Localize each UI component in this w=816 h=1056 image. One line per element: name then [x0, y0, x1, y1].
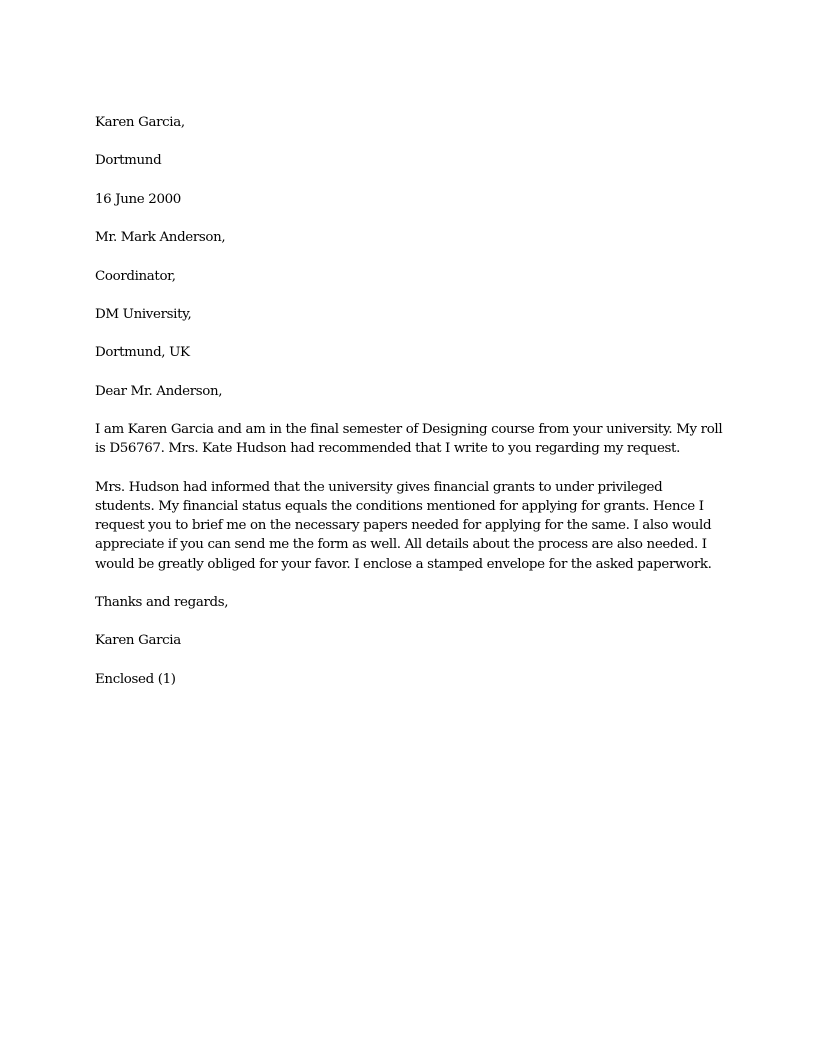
salutation: Dear Mr. Anderson,: [95, 383, 223, 399]
recipient-location: Dortmund, UK: [95, 345, 190, 361]
letter-date: 16 June 2000: [95, 191, 181, 207]
enclosure-note: Enclosed (1): [95, 671, 176, 687]
recipient-title: Coordinator,: [95, 268, 176, 284]
signature-name: Karen Garcia: [95, 633, 181, 649]
sender-city: Dortmund: [95, 153, 162, 169]
recipient-name: Mr. Mark Anderson,: [95, 230, 226, 246]
letter-body: [95, 113, 725, 708]
body-paragraph-2: Mrs. Hudson had informed that the university gives financial grants to under privileged students. My financial status equals the conditions mentioned for applying for grants. Hence I request you to brief me on the necessary papers needed for applying for the same. I also would appreciate if you can send me the form as well. All details about the process are also needed. I would be greatly obliged for your favor. I enclose a stamped envelope for the asked paperwork.: [95, 479, 712, 572]
recipient-organization: DM University,: [95, 306, 192, 322]
sender-name: Karen Garcia,: [95, 115, 185, 130]
body-paragraph-1: I am Karen Garcia and am in the final semester of Designing course from your university. My roll is D56767. Mrs. Kate Hudson had recommended that I write to you regarding my request.: [95, 422, 723, 457]
closing: Thanks and regards,: [95, 594, 229, 610]
